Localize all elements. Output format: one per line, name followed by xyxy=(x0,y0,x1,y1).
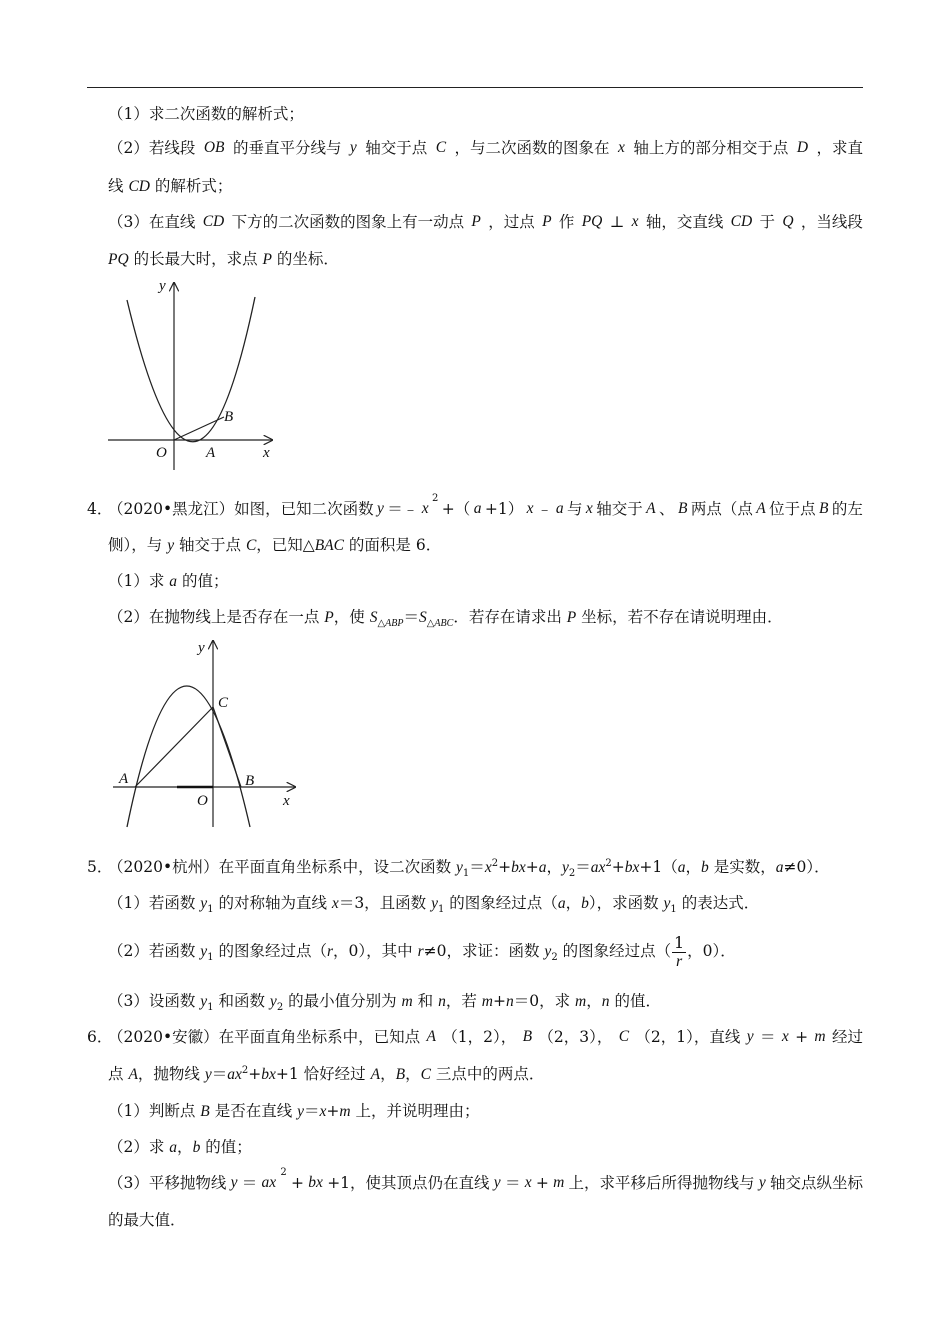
label-x: x xyxy=(263,445,270,461)
q4-stem-line2: 侧），与 y 轴交于点 C，已知△BAC 的面积是 6． xyxy=(108,536,442,554)
q6-number: 6． xyxy=(87,1028,113,1046)
label-a: A xyxy=(119,771,129,787)
segment-ob xyxy=(174,417,224,440)
q4-part2: （2）在抛物线上是否存在一点 P，使 $S_{\triangle ABP}=S_{\triangle ABC}$．若存在请求出 P 坐标，若不存在请说明理由． xyxy=(108,608,783,630)
header-rule xyxy=(87,87,863,88)
q3-figure xyxy=(100,275,285,475)
q3-part2-line1: （2）若线段 OB 的垂直平分线与 y 轴交于点 C ，与二次函数的图象在 x 轴上方的部分相交于点 D ，求直 xyxy=(108,139,863,157)
label-y: y xyxy=(198,640,205,656)
q5-stem: （2020•杭州）在平面直角坐标系中，设二次函数 $y_1=x^2+bx+a$，$y_2=ax^2+bx+1(a$，b 是实数，a≠0）． xyxy=(108,857,830,880)
parabola xyxy=(127,686,250,827)
segment-cb xyxy=(213,707,241,787)
q3-part1: （1）求二次函数的解析式； xyxy=(108,105,304,123)
q4-stem-line1: （2020•黑龙江）如图，已知二次函数 y ＝﹣ x 2 +（ a +1） x ﹣ a 与 x 轴交于 A 、 B 两点（点 A 位于点 B 的左 xyxy=(108,493,863,518)
label-b: B xyxy=(245,773,255,789)
q6-stem-line2: 点 A，抛物线 $y=ax^2+bx+1$ 恰好经过 A，B，C 三点中的两点． xyxy=(108,1064,545,1083)
q4-number: 4． xyxy=(87,500,113,518)
q4-figure xyxy=(105,635,305,835)
label-a: A xyxy=(206,445,216,461)
label-o: O xyxy=(197,793,208,809)
q6-part2: （2）求 a，b 的值； xyxy=(108,1138,252,1156)
fraction-one-over-r: $\frac{1}{r}$ xyxy=(674,932,685,970)
q6-stem-line1: （2020•安徽）在平面直角坐标系中，已知点 A （1，2）， B （2，3）， C （2，1），直线 y ＝ x + m 经过 xyxy=(108,1028,863,1046)
q6-part1: （1）判断点 B 是否在直线 y＝x+m 上，并说明理由； xyxy=(108,1102,480,1120)
label-b: B xyxy=(224,409,234,425)
q3-part3-line1: （3）在直线 CD 下方的二次函数的图象上有一动点 P ，过点 P 作 PQ ⊥ x 轴，交直线 CD 于 Q ，当线段 xyxy=(108,213,863,231)
q5-part1: （1）若函数 $y_1$ 的对称轴为直线 x＝3，且函数 $y_1$ 的图象经过点（a，b），求函数 $y_1$ 的表达式． xyxy=(108,894,760,916)
label-o: O xyxy=(156,445,167,461)
q5-part2: （2）若函数 $y_1$ 的图象经过点（r，0），其中 r≠0，求证：函数 $y_2$ 的图象经过点（ $\frac{1}{r}$ ，0）． xyxy=(108,932,736,970)
q4-part1: （1）求 a 的值； xyxy=(108,572,229,590)
q3-part2-line2: 线 CD 的解析式； xyxy=(108,177,233,195)
label-c: C xyxy=(218,695,229,711)
label-y: y xyxy=(159,278,166,294)
q5-number: 5． xyxy=(87,858,113,876)
q3-part3-line2: PQ 的长最大时，求点 P 的坐标． xyxy=(108,250,339,268)
q6-part3-line1: （3）平移抛物线 y ＝ ax 2 + bx +1，使其顶点仍在直线 y ＝ x + m 上，求平移后所得抛物线与 y 轴交点纵坐标 xyxy=(108,1167,863,1192)
q5-part3: （3）设函数 $y_1$ 和函数 $y_2$ 的最小值分别为 m 和 n，若 m+n＝0，求 m，n 的值． xyxy=(108,992,661,1014)
q6-part3-line2: 的最大值． xyxy=(108,1211,186,1229)
parabola xyxy=(127,297,255,442)
label-x: x xyxy=(283,793,290,809)
